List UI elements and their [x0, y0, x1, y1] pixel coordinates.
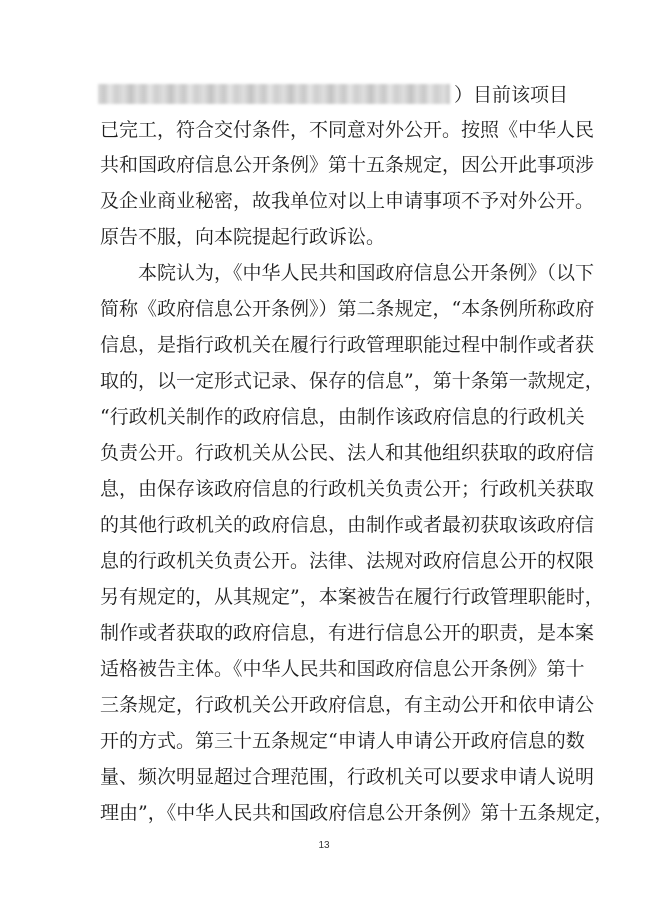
- text-line: 简称《政府信息公开条例》）第二条规定，“本条例所称政府: [100, 298, 595, 320]
- text-line: 另有规定的，从其规定”，本案被告在履行行政管理职能时，: [100, 586, 604, 608]
- text-line: 制作或者获取的政府信息，有进行信息公开的职责，是本案: [100, 622, 595, 644]
- text-line: 共和国政府信息公开条例》第十五条规定，因公开此事项涉: [100, 154, 595, 176]
- text-line: 的其他行政机关的政府信息，由制作或者最初获取该政府信: [100, 514, 595, 536]
- text-line: 负责公开。行政机关从公民、法人和其他组织获取的政府信: [100, 442, 595, 464]
- text-line: 开的方式。第三十五条规定“申请人申请公开政府信息的数: [100, 730, 585, 752]
- first-line-tail: ）目前该项目: [454, 84, 569, 106]
- text-line: 取的，以一定形式记录、保存的信息”，第十条第一款规定，: [100, 370, 604, 392]
- text-line: “行政机关制作的政府信息，由制作该政府信息的行政机关: [100, 406, 585, 428]
- text-line: 息，由保存该政府信息的行政机关负责公开；行政机关获取: [100, 478, 595, 500]
- text-line: 理由”，《中华人民共和国政府信息公开条例》第十五条规定，: [100, 802, 614, 824]
- text-line: 及企业商业秘密，故我单位对以上申请事项不予对外公开。: [100, 190, 595, 212]
- page-number: 13: [318, 840, 330, 851]
- text-line: 三条规定，行政机关公开政府信息，有主动公开和依申请公: [100, 694, 595, 716]
- paragraph-start-line: 本院认为，《中华人民共和国政府信息公开条例》（以下: [138, 262, 595, 284]
- text-line: 量、频次明显超过合理范围，行政机关可以要求申请人说明: [100, 766, 595, 788]
- text-line: 原告不服，向本院提起行政诉讼。: [100, 226, 386, 248]
- redacted-text-block: [98, 84, 450, 104]
- text-line: 已完工，符合交付条件，不同意对外公开。按照《中华人民: [100, 119, 595, 141]
- text-line: 信息，是指行政机关在履行行政管理职能过程中制作或者获: [100, 334, 595, 356]
- text-line: 适格被告主体。《中华人民共和国政府信息公开条例》第十: [100, 658, 585, 680]
- text-line: 息的行政机关负责公开。法律、法规对政府信息公开的权限: [100, 550, 595, 572]
